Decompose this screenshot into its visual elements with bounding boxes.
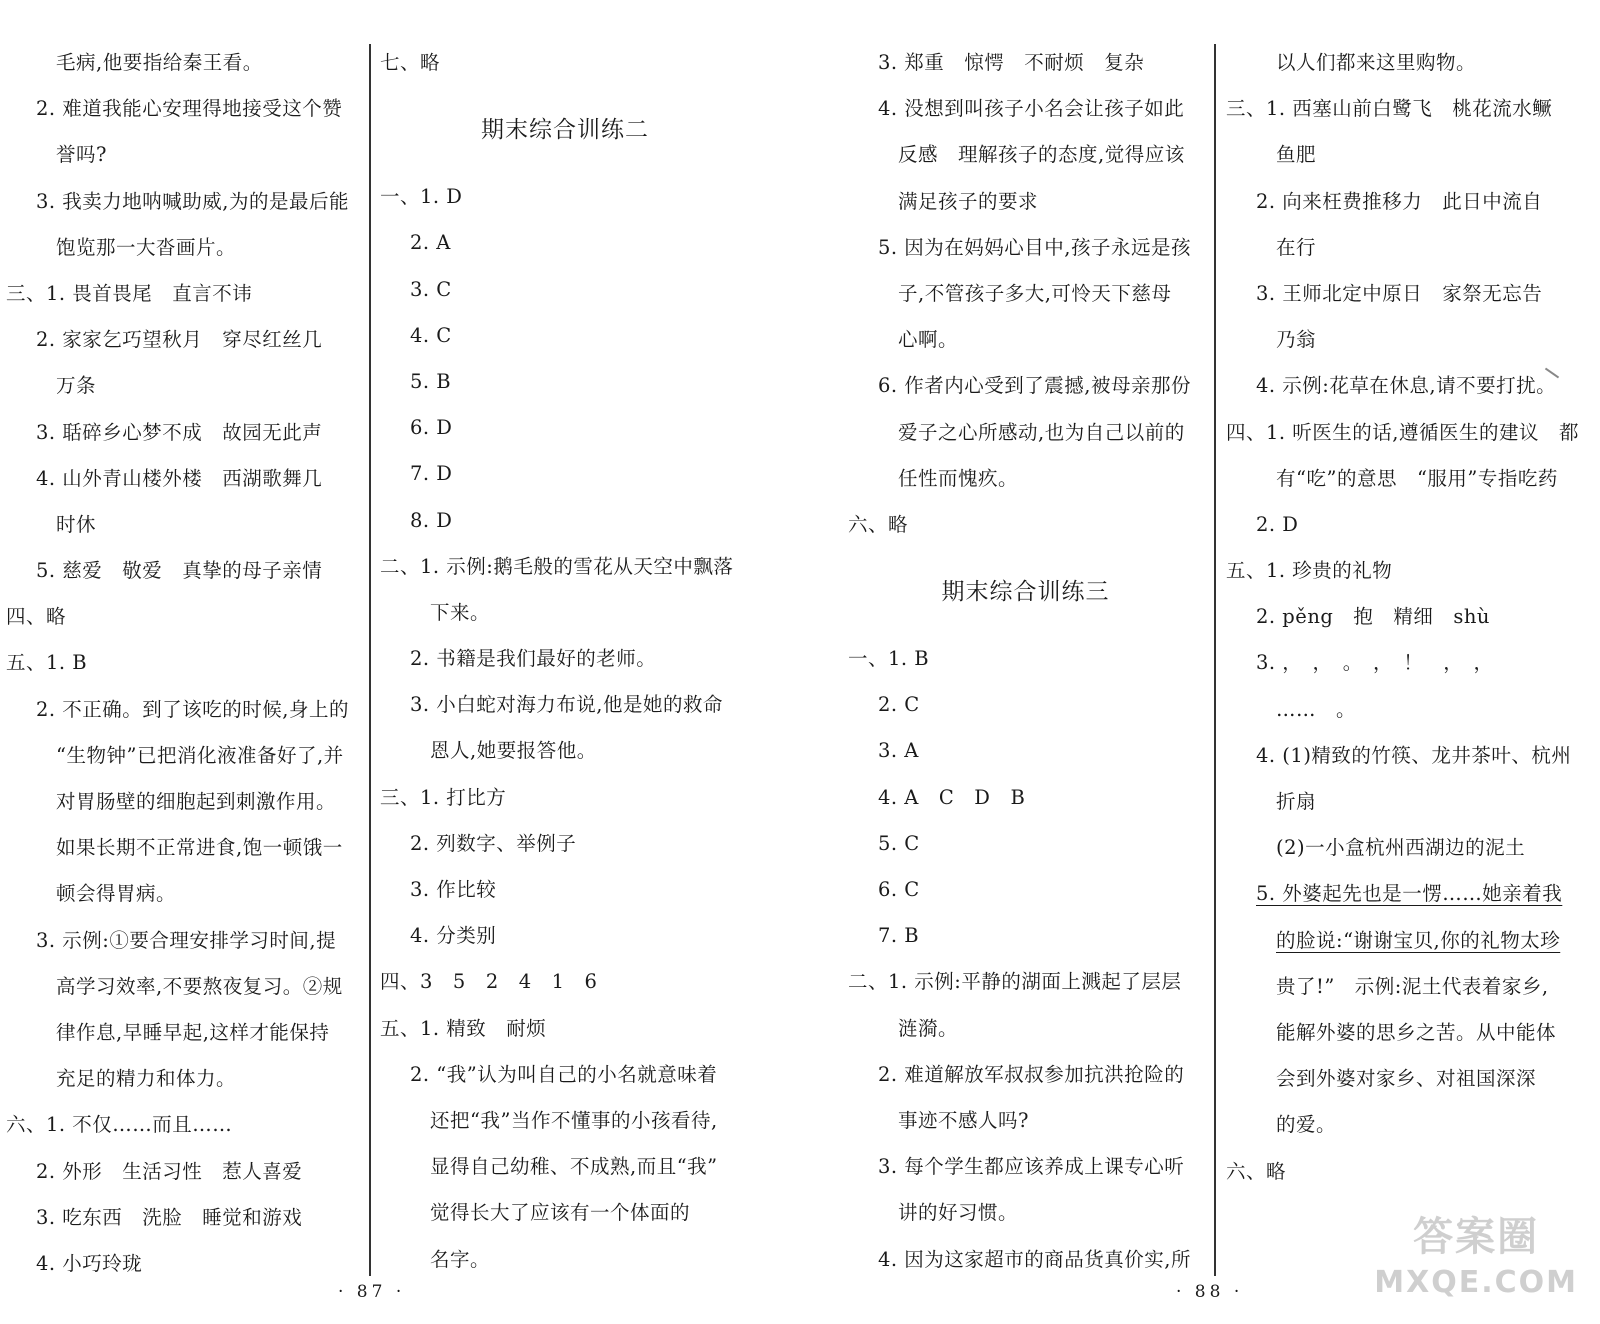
col2-line: 显得自己幼稚、不成熟,而且“我” bbox=[430, 1155, 718, 1179]
col3-line: 4. 没想到叫孩子小名会让孩子如此 bbox=[878, 97, 1185, 121]
col2-line: 8. D bbox=[410, 508, 453, 532]
col1-line: 高学习效率,不要熬夜复习。②规 bbox=[56, 974, 343, 998]
col4-line: 四、1. 听医生的话,遵循医生的建议 都 bbox=[1226, 420, 1580, 444]
col3b-line: 讲的好习惯。 bbox=[898, 1201, 1019, 1225]
col1-line: 饱览那一大沓画片。 bbox=[56, 235, 237, 259]
col2-line: 下来。 bbox=[430, 600, 491, 624]
column-2 bbox=[380, 40, 750, 1283]
col4-line: 的脸说:“谢谢宝贝,你的礼物太珍 bbox=[1276, 928, 1561, 952]
col4-line: …… 。 bbox=[1276, 697, 1357, 721]
col4-line: 在行 bbox=[1276, 235, 1317, 259]
section-heading-3: 期末综合训练三 bbox=[941, 579, 1110, 606]
col2-line: 3. C bbox=[410, 277, 452, 301]
col4-line: 的爱。 bbox=[1276, 1113, 1337, 1137]
col1-line: 4. 小巧玲珑 bbox=[36, 1251, 143, 1275]
col4-line: 三、1. 西塞山前白鹭飞 桃花流水鳜 bbox=[1226, 97, 1553, 121]
col2-line: 还把“我”当作不懂事的小孩看待, bbox=[430, 1108, 718, 1132]
watermark-logo-text: 答案圈 bbox=[1413, 1214, 1540, 1260]
col2-line: 3. 作比较 bbox=[410, 878, 497, 901]
column-3 bbox=[848, 40, 1203, 1283]
col3-line: 5. 因为在妈妈心目中,孩子永远是孩 bbox=[878, 235, 1192, 259]
col3-line: 子,不管孩子多大,可怜天下慈母 bbox=[898, 281, 1172, 305]
col4-line: 2. pěng 抱 精细 shù bbox=[1256, 605, 1490, 629]
col2-line: 6. D bbox=[410, 416, 453, 440]
col3b-line: 4. 因为这家超市的商品货真价实,所 bbox=[878, 1247, 1192, 1271]
col1-line: 3. 聒碎乡心梦不成 故园无此声 bbox=[36, 420, 323, 444]
col1-line: 3. 示例:①要合理安排学习时间,提 bbox=[36, 928, 337, 952]
col3b-line: 一、1. B bbox=[848, 647, 930, 671]
col1-line: 时休 bbox=[56, 512, 97, 536]
col4-line: 六、略 bbox=[1226, 1159, 1287, 1183]
col3b-line: 6. C bbox=[878, 878, 920, 901]
col4-line: 2. D bbox=[1256, 512, 1299, 536]
col3b-line: 3. 每个学生都应该养成上课专心听 bbox=[878, 1155, 1185, 1179]
col1-line: 充足的精力和体力。 bbox=[56, 1067, 237, 1091]
col4-line: 有“吃”的意思 “服用”专指吃药 bbox=[1276, 466, 1558, 490]
col1-line: “生物钟”已把消化液准备好了,并 bbox=[56, 743, 344, 767]
col4-line: 3. ， ， 。 ， ！ ， ， bbox=[1256, 651, 1494, 675]
col1-line: 3. 我卖力地呐喊助威,为的是最后能 bbox=[36, 189, 350, 213]
col4-line: 5. 外婆起先也是一愣……她亲着我 bbox=[1256, 882, 1563, 906]
section-heading-2: 期末综合训练二 bbox=[481, 117, 649, 144]
col2-top-line: 七、略 bbox=[380, 51, 441, 74]
col1-line: 三、1. 畏首畏尾 直言不讳 bbox=[6, 281, 253, 305]
col1-line: 毛病,他要指给秦王看。 bbox=[56, 51, 263, 74]
col1-line: 4. 山外青山楼外楼 西湖歌舞几 bbox=[36, 466, 323, 490]
watermark-url: MXQE.COM bbox=[1374, 1265, 1578, 1300]
col4-line: 鱼肥 bbox=[1276, 143, 1317, 167]
col2-line: 一、1. D bbox=[380, 185, 463, 209]
col1-line: 2. 家家乞巧望秋月 穿尽红丝几 bbox=[36, 328, 323, 352]
col3-line: 反感 理解孩子的态度,觉得应该 bbox=[898, 143, 1185, 167]
col4-line: (2)一小盒杭州西湖边的泥土 bbox=[1276, 836, 1526, 860]
col4-line: 会到外婆对家乡、对祖国深深 bbox=[1276, 1067, 1537, 1091]
col4-line: 乃翁 bbox=[1276, 328, 1317, 352]
col3b-line: 二、1. 示例:平静的湖面上溅起了层层 bbox=[848, 970, 1182, 994]
col2-line: 4. C bbox=[410, 323, 452, 347]
col2-line: 恩人,她要报答他。 bbox=[430, 739, 597, 763]
col1-line: 顿会得胃病。 bbox=[56, 882, 177, 906]
col3-line: 六、略 bbox=[848, 512, 909, 536]
col1-line: 律作息,早睡早起,这样才能保持 bbox=[56, 1020, 330, 1044]
col1-line: 誉吗? bbox=[56, 143, 107, 167]
col4-line: 4. (1)精致的竹筷、龙井茶叶、杭州 bbox=[1256, 743, 1572, 767]
col3b-line: 2. 难道解放军叔叔参加抗洪抢险的 bbox=[878, 1062, 1185, 1086]
col2-line: 四、3 5 2 4 1 6 bbox=[380, 970, 598, 994]
col2-line: 名字。 bbox=[430, 1247, 491, 1271]
col2-line: 觉得长大了应该有一个体面的 bbox=[430, 1201, 691, 1225]
page-number-left: · 87 · bbox=[338, 1282, 406, 1302]
column-1 bbox=[6, 40, 361, 1287]
col2-line: 2. 书籍是我们最好的老师。 bbox=[410, 647, 657, 671]
col3-line: 3. 郑重 惊愕 不耐烦 复杂 bbox=[878, 51, 1145, 74]
col1-line: 5. 慈爱 敬爱 真挚的母子亲情 bbox=[36, 559, 323, 583]
column-3-body bbox=[848, 636, 1203, 1283]
col4-line: 3. 王师北定中原日 家祭无忘告 bbox=[1256, 281, 1543, 305]
col3b-line: 3. A bbox=[878, 739, 919, 763]
col1-line: 3. 吃东西 洗脸 睡觉和游戏 bbox=[36, 1205, 303, 1229]
col2-line: 5. B bbox=[410, 369, 452, 393]
col3-line: 满足孩子的要求 bbox=[898, 189, 1039, 213]
col2-line: 4. 分类别 bbox=[410, 924, 497, 948]
column-4 bbox=[1226, 40, 1596, 1195]
col3-line: 任性而愧疚。 bbox=[898, 466, 1019, 490]
col2-line: 2. A bbox=[410, 231, 451, 255]
col3b-line: 5. C bbox=[878, 831, 920, 855]
column-divider-right bbox=[1214, 44, 1216, 1276]
column-3-top bbox=[848, 40, 1203, 548]
watermark bbox=[1374, 1214, 1578, 1306]
col2-line: 7. D bbox=[410, 462, 453, 486]
col1-line: 2. 不正确。到了该吃的时候,身上的 bbox=[36, 697, 350, 721]
col3-line: 心啊。 bbox=[898, 328, 959, 352]
col4-line: 贵了!” 示例:泥土代表着家乡, bbox=[1276, 974, 1549, 998]
col1-line: 五、1. B bbox=[6, 651, 88, 675]
col1-line: 2. 外形 生活习性 惹人喜爱 bbox=[36, 1159, 303, 1183]
col2-line: 2. 列数字、举例子 bbox=[410, 831, 577, 855]
page-number-right: · 88 · bbox=[1176, 1282, 1244, 1302]
col1-line: 六、1. 不仅……而且…… bbox=[6, 1113, 233, 1137]
col2-line: 2. “我”认为叫自己的小名就意味着 bbox=[410, 1062, 718, 1086]
col3b-line: 7. B bbox=[878, 924, 920, 948]
col1-line: 四、略 bbox=[6, 605, 67, 629]
col1-line: 2. 难道我能心安理得地接受这个赞 bbox=[36, 97, 343, 121]
col4-line: 能解外婆的思乡之苦。从中能体 bbox=[1276, 1020, 1557, 1044]
col3b-line: 事迹不感人吗? bbox=[898, 1108, 1029, 1132]
column-2-body bbox=[380, 174, 750, 1283]
col2-line: 3. 小白蛇对海力布说,他是她的救命 bbox=[410, 693, 724, 717]
col4-line: 4. 示例:花草在休息,请不要打扰。 bbox=[1256, 374, 1557, 398]
col2-line: 三、1. 打比方 bbox=[380, 785, 507, 809]
column-divider-left bbox=[369, 44, 371, 1276]
col3b-line: 4. A C D B bbox=[878, 785, 1026, 809]
col3b-line: 涟漪。 bbox=[898, 1016, 959, 1040]
col1-line: 对胃肠壁的细胞起到刺激作用。 bbox=[56, 790, 337, 813]
col1-line: 万条 bbox=[56, 374, 97, 398]
col4-line: 2. 向来枉费推移力 此日中流自 bbox=[1256, 189, 1543, 213]
col3-line: 6. 作者内心受到了震撼,被母亲那份 bbox=[878, 374, 1192, 398]
col4-line: 折扇 bbox=[1276, 790, 1317, 813]
col4-line: 以人们都来这里购物。 bbox=[1276, 51, 1477, 74]
col4-line: 五、1. 珍贵的礼物 bbox=[1226, 559, 1393, 583]
col2-line: 二、1. 示例:鹅毛般的雪花从天空中飘落 bbox=[380, 554, 734, 578]
col1-line: 如果长期不正常进食,饱一顿饿一 bbox=[56, 836, 343, 860]
col2-line: 五、1. 精致 耐烦 bbox=[380, 1016, 547, 1040]
col3-line: 爱子之心所感动,也为自己以前的 bbox=[898, 420, 1185, 444]
col3b-line: 2. C bbox=[878, 693, 920, 717]
